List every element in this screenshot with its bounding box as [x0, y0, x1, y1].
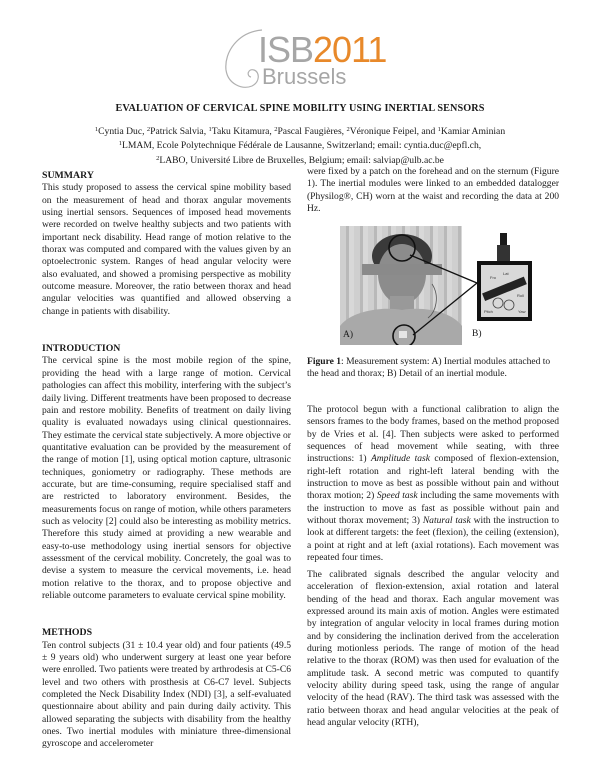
figure-1 [336, 223, 558, 347]
svg-text:Fro: Fro [490, 275, 496, 280]
logo-wordmark [258, 29, 387, 70]
protocol-text-part: composed of flexion-extension, right-left rotation and right-left lateral bending with the instruction to move as best as possible without pain and without thorax motion; 2) [307, 453, 559, 502]
paper-title: EVALUATION OF CERVICAL SPINE MOBILITY USING INERTIAL SENSORS [115, 103, 485, 114]
logo-city: Brussels [262, 64, 347, 89]
author-name: Taku Kitamura, [211, 126, 275, 137]
figure-label-a: A) [343, 330, 354, 340]
affiliation-1 [0, 138, 600, 152]
author-list [0, 124, 600, 138]
affil-sup: 2 [146, 126, 151, 133]
svg-text:Lat: Lat [503, 271, 509, 276]
figure-1-caption [307, 356, 559, 381]
caption-text: : Measurement system: A) Inertial modules attached to the head and thorax; B) Detail of an inertial module. [307, 356, 551, 380]
affiliation-2 [0, 153, 600, 167]
author-name: Kamiar Aminian [440, 126, 506, 137]
amplitude-task-term: Amplitude task [370, 453, 430, 465]
speed-task-term: Speed task [376, 490, 418, 502]
inertial-module-icon [476, 233, 534, 325]
natural-task-term: Natural task [422, 515, 471, 527]
author-name: Véronique Feipel, and [349, 126, 438, 137]
affiliation-text: LABO, Université Libre de Bruxelles, Belgium; email: salviap@ulb.ac.be [159, 154, 444, 166]
methods-continued [307, 166, 559, 215]
protocol-text-part: including the same movements with the instruction to move as fast as possible without pain and without thorax movement; 3) [307, 490, 559, 527]
author-name: Patrick Salvia, [150, 126, 209, 137]
figure-label-b: B) [472, 329, 482, 339]
methods-text: Ten control subjects (31 ± 10.4 year old) and four patients (49.5 ± 9 years old) who underwent surgery at least one year before were enrolled. Two patients were treated by arthrodesis at C5-C6 level and two others with prosthesis at C6-C7 level. Subjects completed the Neck Disability Index (NDI) [3], a self-evaluated questionnaire about ability and pain during daily activity. This allowed separating the subjects with disability from the healthy ones. Two inertial modules with miniature three-dimensional gyroscope and accelerometer [42, 639, 291, 750]
conference-logo [218, 24, 388, 92]
spacer [42, 602, 291, 627]
affil-sup: 1 [437, 126, 441, 133]
summary-text: This study proposed to assess the cervical spine mobility based on the measurement of head and thorax angular movements using inertial sensors. Sequences of imposed head movements were recorded on twelve healthy subjects and two patients with important neck disability. Head range of motion relative to the thorax was computed and compared with the values given by an optoelectronic system. Ranges of head angular velocity were also evaluated, and showed a promising perspective as mobility outcome measure. Moreover, the ratio between thorax and head angular velocities was quantified and allowed observing a change in patients with disability. [42, 182, 291, 317]
methods-heading: METHODS [42, 627, 93, 639]
protocol-text [307, 404, 559, 564]
signals-paragraph [307, 569, 559, 729]
summary-heading: SUMMARY [42, 170, 94, 181]
affiliation-text: LMAM, Ecole Polytechnique Fédérale de Lausanne, Switzerland; email: cyntia.duc@epfl.ch, [122, 140, 482, 152]
introduction-heading: INTRODUCTION [42, 343, 121, 355]
affil-sup: 1 [118, 140, 123, 148]
caption-label: Figure 1 [307, 356, 342, 367]
affil-sup: 1 [208, 126, 212, 133]
left-column [42, 170, 291, 751]
methods-continued-text: were fixed by a patch on the forehead and on the sternum (Figure 1). The inertial modules were linked to an embedded datalogger (Physilog®, CH) worn at the waist and recording the data at 200 Hz. [307, 166, 559, 215]
affil-sup: 2 [346, 126, 350, 133]
svg-text:Pitch: Pitch [484, 309, 493, 314]
svg-text:Yaw: Yaw [518, 309, 526, 314]
protocol-text-part: The protocol begun with a functional calibration to align the sensors frames to the body frames, based on the method proposed by de Vries et al. [4]. Then subjects were asked to performed sequences of head movement while seating, with three instructions: 1) [307, 404, 559, 465]
affil-sup: 2 [274, 126, 278, 133]
logo-year: 2011 [313, 29, 387, 70]
author-name: Cyntia Duc, [98, 126, 147, 137]
author-name: Pascal Faugières, [277, 126, 347, 137]
protocol-paragraph [307, 404, 559, 564]
svg-text:Roll: Roll [517, 293, 524, 298]
affil-sup: 1 [94, 126, 99, 133]
logo-acronym: ISB [258, 29, 314, 70]
affil-sup: 2 [156, 154, 160, 162]
signals-text: The calibrated signals described the angular velocity and acceleration of flexion-extension, axial rotation and lateral bending of the head and thorax. Each angular movement was expressed around its main axis of motion. Angles were estimated by integration of angular velocity in local frames during motion and by considering the inclination derived from the acceleration during motionless periods. The range of motion of the head relative to the thorax (ROM) was then used for evaluation of the amplitude task. A second metric was computed to quantify velocity ability during speed task, using the range of angular velocity of the head (RAV). The third task was assessed with the ratio between thorax and head angular velocities at the peak of head angular velocity (RTH), [307, 569, 559, 729]
introduction-text: The cervical spine is the most mobile region of the spine, providing the head with a large range of motion. Cervical pathologies can affect this mobility, interfering with the subject’s daily living. Different treatments have been proposed to decrease pain and restore mobility. Benefits of treatment on daily living quality is evaluated nowadays using clinical questionnaires. They estimate the cervical state subjectively. A more objective or quantitative evaluation can be provided by the measurement of the range of motion [1], using optical motion capture, ultrasonic techniques, goniometry or radiography. These methods are accurate, but are time-consuming, require specialised staff and are restricted to laboratory environment. Besides, the measurements focus on range of motion, while others parameters such as velocity [2] could also be interesting as mobility metrics. Therefore this study aimed at providing a new wearable and easy-to-use methodology using inertial sensors for objective assessment of the cervical mobility. Concretely, the goal was to devise a system to measure the cervical movements, i.e. head motion relative to the thorax, and to propose objective and reliable outcome parameters to evaluate cervical spine mobility. [42, 355, 291, 601]
spacer [42, 318, 291, 343]
protocol-text-part: with the instruction to look at different targets: the feet (flexion), the ceiling (extension), a point at right and at left (axial rotations). Each movement was repeated four times. [307, 515, 559, 564]
author-block [0, 124, 600, 167]
